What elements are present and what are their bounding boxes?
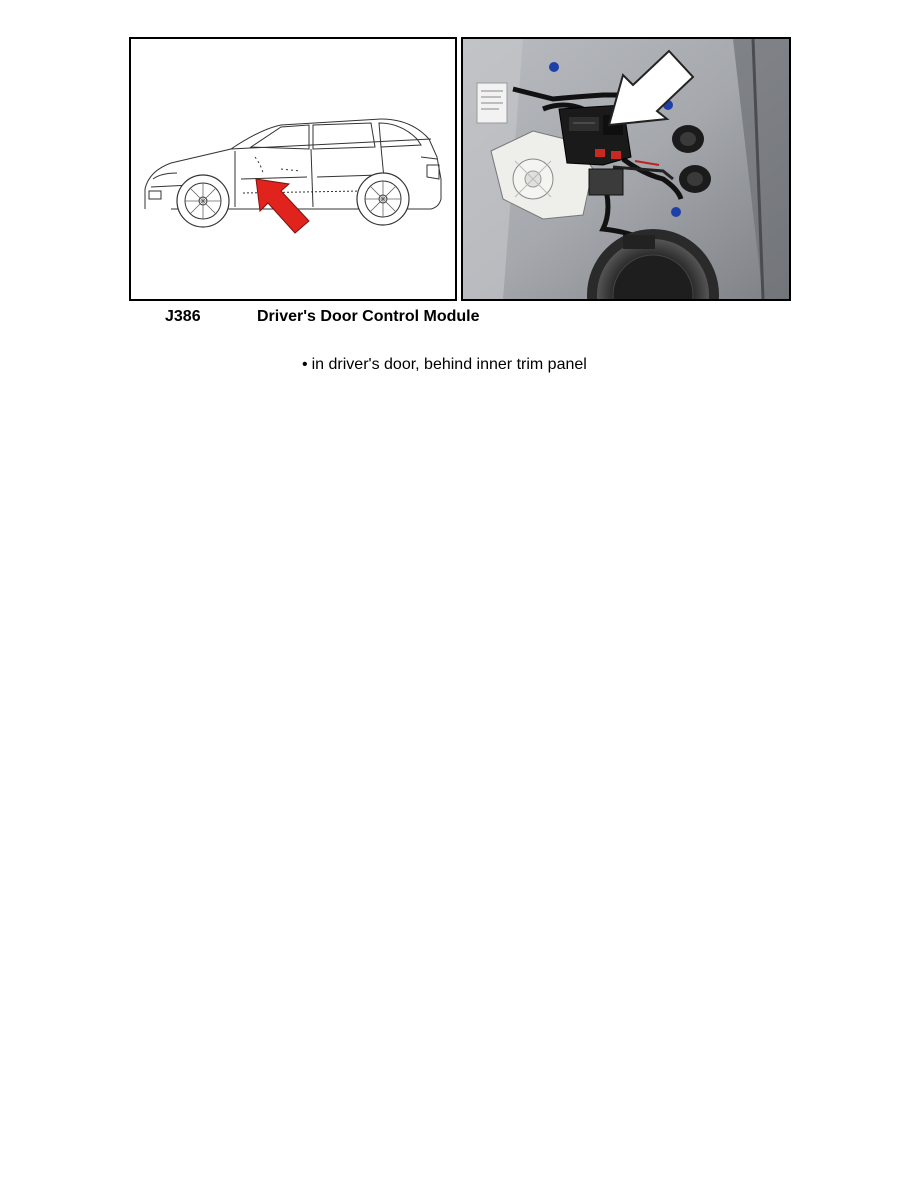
component-code: J386	[165, 308, 201, 325]
vehicle-diagram-panel	[129, 37, 457, 301]
door-interior-photo-panel	[461, 37, 791, 301]
component-name: Driver's Door Control Module	[257, 308, 480, 325]
bullet-icon: •	[302, 356, 308, 373]
front-wheel	[177, 175, 229, 227]
vehicle-side-illustration	[131, 39, 455, 299]
speaker-connector	[623, 235, 655, 249]
motor-connector	[589, 169, 623, 195]
door-interior-photo	[463, 39, 789, 299]
rear-wheel	[357, 173, 409, 225]
location-description	[302, 356, 587, 374]
location-arrow-red	[256, 179, 309, 233]
location-text: in driver's door, behind inner trim panel	[311, 356, 587, 373]
